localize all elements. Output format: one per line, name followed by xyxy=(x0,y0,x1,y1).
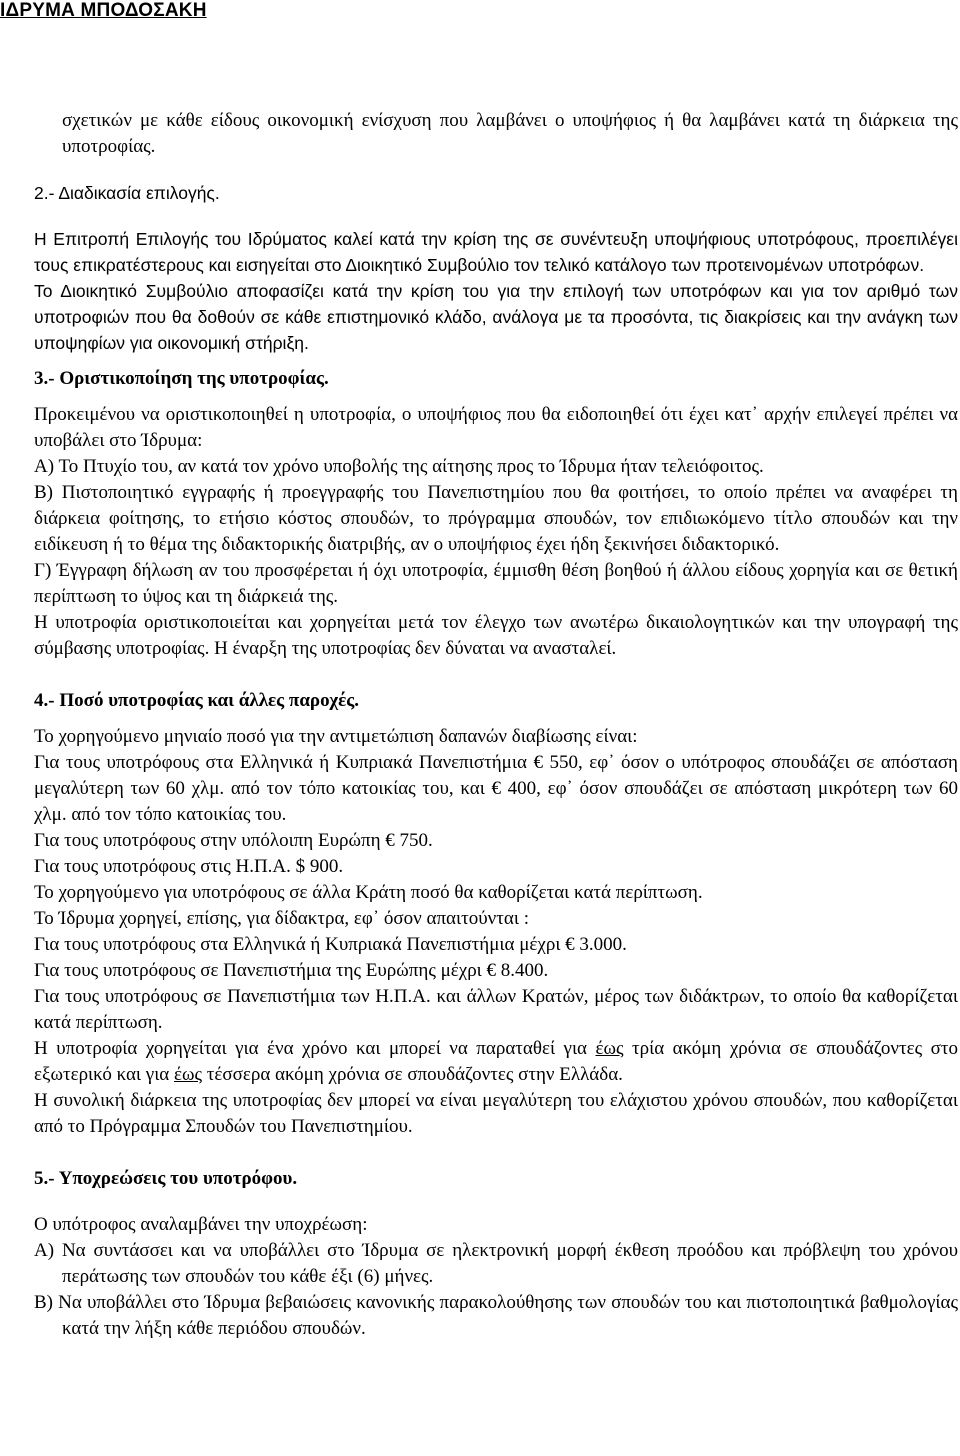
section3-item-c: Γ) Έγγραφη δήλωση αν του προσφέρεται ή όχι υποτροφία, έμμισθη θέση βοηθού ή άλλου είδους χορηγία και σε θετική περίπτωση το ύψος και τη διάρκειά της. xyxy=(34,560,958,607)
section4-line-7: Για τους υποτρόφους στα Ελληνικά ή Κυπριακά Πανεπιστήμια μέχρι € 3.000. xyxy=(34,934,627,955)
section2-paragraph-2: Το Διοικητικό Συμβούλιο αποφασίζει κατά την κρίση του για την επιλογή των υποτρόφων και για τον αριθμό των υποτροφιών που θα δοθούν σε κάθε επιστημονικό κλάδο, ανάλογα με τα προσόντα, τις διακρίσεις και την ανάγκη των υποψηφίων για οικονομική στήριξη. xyxy=(34,281,958,353)
page-header-title: ΙΔΡΥΜΑ ΜΠΟΔΟΣΑΚΗ xyxy=(0,0,207,21)
section4-line-11: Η συνολική διάρκεια της υποτροφίας δεν μπορεί να είναι μεγαλύτερη του ελάχιστου χρόνου σπουδών, που καθορίζεται από το Πρόγραμμα Σπουδών του Πανεπιστημίου. xyxy=(34,1090,958,1137)
section3-intro: Προκειμένου να οριστικοποιηθεί η υποτροφία, ο υποψήφιος που θα ειδοποιηθεί ότι έχει κατ᾽ αρχήν επιλεγεί πρέπει να υποβάλει στο Ίδρυμα: xyxy=(34,404,958,451)
section4-line-10-part-a: Η υποτροφία χορηγείται για ένα χρόνο και μπορεί να παραταθεί για xyxy=(34,1038,596,1059)
section4-line-8: Για τους υποτρόφους σε Πανεπιστήμια της Ευρώπης μέχρι € 8.400. xyxy=(34,960,549,981)
section4-line-10-part-b: τρία ακόμη χρόνια σε σπουδάζοντες στο εξωτερικό και για xyxy=(34,1038,958,1085)
section4-line-4: Για τους υποτρόφους στις Η.Π.Α. $ 900. xyxy=(34,856,344,877)
spacer xyxy=(34,206,958,226)
document-body xyxy=(34,108,958,1342)
section3-item-a: Α) Το Πτυχίο του, αν κατά τον χρόνο υποβολής της αίτησης προς το Ίδρυμα ήταν τελειόφοιτος. xyxy=(34,456,764,477)
section3-heading: 3.- Οριστικοποίηση της υποτροφίας. xyxy=(34,368,329,389)
section3-closing: Η υποτροφία οριστικοποιείται και χορηγείται μετά τον έλεγχο των ανωτέρω δικαιολογητικών και την υπογραφή της σύμβασης υποτροφίας. Η έναρξη της υποτροφίας δεν δύναται να ανασταλεί. xyxy=(34,612,958,659)
section2-paragraph-1: Η Επιτροπή Επιλογής του Ιδρύματος καλεί κατά την κρίση της σε συνέντευξη υποψήφιους υποτρόφους, προεπιλέγει τους επικρατέστερους και εισηγείται στο Διοικητικό Συμβούλιο τον τελικό κατάλογο των προτεινομένων υποτρόφων. xyxy=(34,229,958,275)
spacer xyxy=(34,160,958,180)
spacer xyxy=(34,662,958,688)
underlined-word: έως xyxy=(174,1064,203,1085)
spacer xyxy=(34,714,958,724)
section4-line-10 xyxy=(34,1036,958,1088)
section4-heading: 4.- Ποσό υποτροφίας και άλλες παροχές. xyxy=(34,690,360,711)
section4-line-5: Το χορηγούμενο για υποτρόφους σε άλλα Κράτη ποσό θα καθορίζεται κατά περίπτωση. xyxy=(34,882,703,903)
section3-item-b: Β) Πιστοποιητικό εγγραφής ή προεγγραφής του Πανεπιστημίου που θα φοιτήσει, το οποίο πρέπει να αναφέρει τη διάρκεια φοίτησης, το ετήσιο κόστος σπουδών, το πρόγραμμα σπουδών, τον επιδιωκόμενο τίτλο σπουδών και την ειδίκευση ή το θέμα της διδακτορικής διατριβής, αν ο υποψήφιος έχει ήδη ξεκινήσει διδακτορικό. xyxy=(34,482,958,555)
underlined-word: έως xyxy=(595,1038,624,1059)
section4-line-3: Για τους υποτρόφους στην υπόλοιπη Ευρώπη € 750. xyxy=(34,830,433,851)
section5-item-a: Α) Να συντάσσει και να υποβάλλει στο Ίδρυμα σε ηλεκτρονική μορφή έκθεση προόδου και πρόβλεψη του χρόνου περάτωσης των σπουδών του κάθε έξι (6) μήνες. xyxy=(34,1240,958,1287)
section4-line-10-part-c: τέσσερα ακόμη χρόνια σε σπουδάζοντες στην Ελλάδα. xyxy=(202,1064,623,1085)
spacer xyxy=(34,356,958,366)
section4-line-1: Το χορηγούμενο μηνιαίο ποσό για την αντιμετώπιση δαπανών διαβίωσης είναι: xyxy=(34,726,638,747)
section1-tail-paragraph: σχετικών με κάθε είδους οικονομική ενίσχυση που λαμβάνει ο υποψήφιος ή θα λαμβάνει κατά τη διάρκεια της υποτροφίας. xyxy=(62,110,958,157)
spacer xyxy=(34,1140,958,1166)
section4-line-9: Για τους υποτρόφους σε Πανεπιστήμια των Η.Π.Α. και άλλων Κρατών, μέρος των διδάκτρων, το οποίο θα καθορίζεται κατά περίπτωση. xyxy=(34,986,958,1033)
section5-item-b: Β) Να υποβάλλει στο Ίδρυμα βεβαιώσεις κανονικής παρακολούθησης των σπουδών του και πιστοποιητικά βαθμολογίας κατά την λήξη κάθε περιόδου σπουδών. xyxy=(34,1292,958,1339)
section4-line-6: Το Ίδρυμα χορηγεί, επίσης, για δίδακτρα, εφ᾽ όσον απαιτούνται : xyxy=(34,908,529,929)
spacer xyxy=(34,392,958,402)
section4-line-2: Για τους υποτρόφους στα Ελληνικά ή Κυπριακά Πανεπιστήμια € 550, εφ᾽ όσον ο υπότροφος σπουδάζει σε απόσταση μεγαλύτερη των 60 χλμ. από τον τόπο κατοικίας του, και € 400, εφ᾽ όσον σπουδάζει σε απόσταση μικρότερη των 60 χλμ. από τον τόπο κατοικίας του. xyxy=(34,752,958,825)
section5-heading: 5.- Υποχρεώσεις του υποτρόφου. xyxy=(34,1168,298,1189)
spacer xyxy=(34,1192,958,1212)
section2-heading: 2.- Διαδικασία επιλογής. xyxy=(34,183,220,203)
section5-intro: Ο υπότροφος αναλαμβάνει την υποχρέωση: xyxy=(34,1214,368,1235)
